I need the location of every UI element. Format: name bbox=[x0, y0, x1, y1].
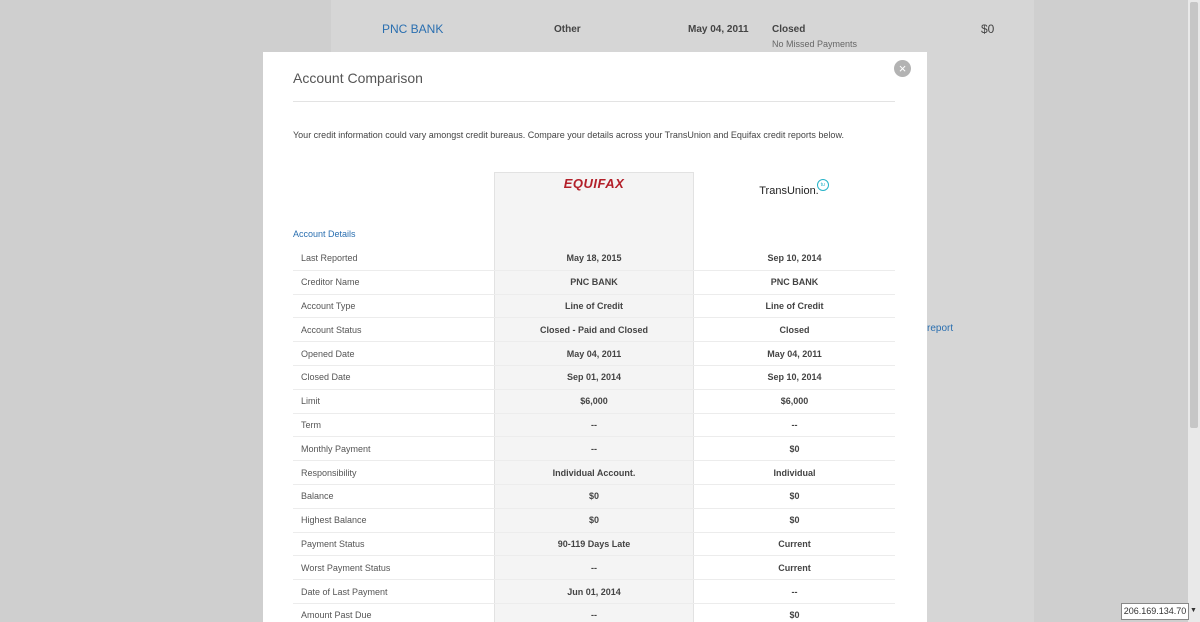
row-label: Term bbox=[301, 419, 321, 430]
intro-text: Your credit information could vary amongst credit bureaus. Compare your details across your TransUnion and Equifax credit reports below. bbox=[293, 130, 844, 140]
transunion-value: Individual bbox=[773, 467, 816, 478]
row-label: Monthly Payment bbox=[301, 443, 371, 454]
transunion-value: Line of Credit bbox=[765, 300, 824, 311]
background-account-amount: $0 bbox=[981, 22, 995, 36]
table-row bbox=[293, 555, 895, 579]
transunion-value: $6,000 bbox=[780, 396, 809, 407]
section-account-details: Account Details bbox=[293, 229, 356, 239]
table-row bbox=[293, 317, 895, 341]
row-label: Amount Past Due bbox=[301, 610, 372, 621]
row-label: Date of Last Payment bbox=[301, 586, 388, 597]
equifax-logo: EQUIFAX bbox=[563, 176, 625, 191]
transunion-mark-icon: tu bbox=[817, 179, 829, 191]
table-row bbox=[293, 246, 895, 270]
transunion-value: $0 bbox=[789, 443, 800, 454]
transunion-value: $0 bbox=[789, 491, 800, 502]
comparison-table bbox=[293, 246, 895, 622]
transunion-value: Current bbox=[778, 562, 811, 573]
ip-address-badge: 206.169.134.70 bbox=[1121, 603, 1189, 620]
table-row bbox=[293, 603, 895, 622]
equifax-value: Individual Account. bbox=[552, 467, 636, 478]
row-label: Limit bbox=[301, 396, 321, 407]
title-divider bbox=[293, 101, 895, 102]
row-label: Closed Date bbox=[301, 372, 351, 383]
transunion-value: $0 bbox=[789, 515, 800, 526]
page-scrollbar[interactable] bbox=[1188, 0, 1200, 622]
equifax-value: -- bbox=[591, 419, 597, 430]
ip-dropdown-icon[interactable]: ▼ bbox=[1190, 607, 1197, 614]
row-label: Highest Balance bbox=[301, 515, 367, 526]
transunion-logo-text: TransUnion. bbox=[759, 185, 819, 197]
row-label: Worst Payment Status bbox=[301, 562, 391, 573]
transunion-value: PNC BANK bbox=[770, 277, 819, 288]
row-label: Account Type bbox=[301, 300, 356, 311]
row-label: Responsibility bbox=[301, 467, 357, 478]
equifax-value: Closed - Paid and Closed bbox=[539, 324, 649, 335]
table-row bbox=[293, 365, 895, 389]
table-row bbox=[293, 389, 895, 413]
transunion-value: -- bbox=[791, 419, 798, 430]
equifax-value: PNC BANK bbox=[570, 277, 618, 288]
row-label: Opened Date bbox=[301, 348, 355, 359]
row-label: Account Status bbox=[301, 324, 362, 335]
equifax-value: Sep 01, 2014 bbox=[566, 372, 622, 383]
equifax-value: 90-119 Days Late bbox=[557, 538, 631, 549]
table-row bbox=[293, 532, 895, 556]
account-comparison-modal bbox=[263, 52, 927, 622]
background-account-status: Closed bbox=[772, 24, 806, 35]
transunion-value: Current bbox=[778, 538, 811, 549]
equifax-value: $0 bbox=[588, 491, 599, 502]
equifax-value: $6,000 bbox=[580, 396, 608, 407]
background-creditor-link[interactable]: PNC BANK bbox=[382, 22, 444, 36]
row-label: Last Reported bbox=[301, 252, 358, 263]
table-row bbox=[293, 270, 895, 294]
background-report-link[interactable]: report bbox=[927, 323, 954, 334]
close-icon[interactable]: × bbox=[894, 60, 911, 77]
table-row bbox=[293, 460, 895, 484]
row-label: Payment Status bbox=[301, 538, 365, 549]
equifax-value: May 04, 2011 bbox=[566, 348, 622, 359]
background-missed-payments: No Missed Payments bbox=[772, 39, 858, 49]
equifax-value: -- bbox=[591, 443, 597, 454]
modal-title: Account Comparison bbox=[293, 70, 423, 86]
table-row bbox=[293, 341, 895, 365]
transunion-value: Sep 10, 2014 bbox=[767, 372, 822, 383]
table-row bbox=[293, 508, 895, 532]
background-account-type: Other bbox=[554, 24, 581, 35]
table-row bbox=[293, 436, 895, 460]
table-row bbox=[293, 413, 895, 437]
equifax-value: Line of Credit bbox=[565, 300, 623, 311]
table-row bbox=[293, 484, 895, 508]
transunion-value: Sep 10, 2014 bbox=[767, 252, 822, 263]
transunion-value: May 04, 2011 bbox=[767, 348, 822, 359]
equifax-value: -- bbox=[591, 610, 597, 621]
table-row bbox=[293, 294, 895, 318]
equifax-value: $0 bbox=[588, 515, 599, 526]
background-account-date: May 04, 2011 bbox=[688, 24, 749, 35]
equifax-value: -- bbox=[591, 562, 597, 573]
equifax-value: Jun 01, 2014 bbox=[567, 586, 621, 597]
transunion-value: -- bbox=[791, 586, 798, 597]
transunion-logo bbox=[694, 179, 894, 197]
background-account-row[interactable] bbox=[331, 0, 1034, 52]
table-row bbox=[293, 579, 895, 603]
row-label: Creditor Name bbox=[301, 277, 360, 288]
equifax-value: May 18, 2015 bbox=[566, 252, 622, 263]
row-label: Balance bbox=[301, 491, 334, 502]
transunion-value: $0 bbox=[789, 610, 800, 621]
transunion-value: Closed bbox=[779, 324, 810, 335]
scrollbar-thumb[interactable] bbox=[1190, 2, 1198, 428]
